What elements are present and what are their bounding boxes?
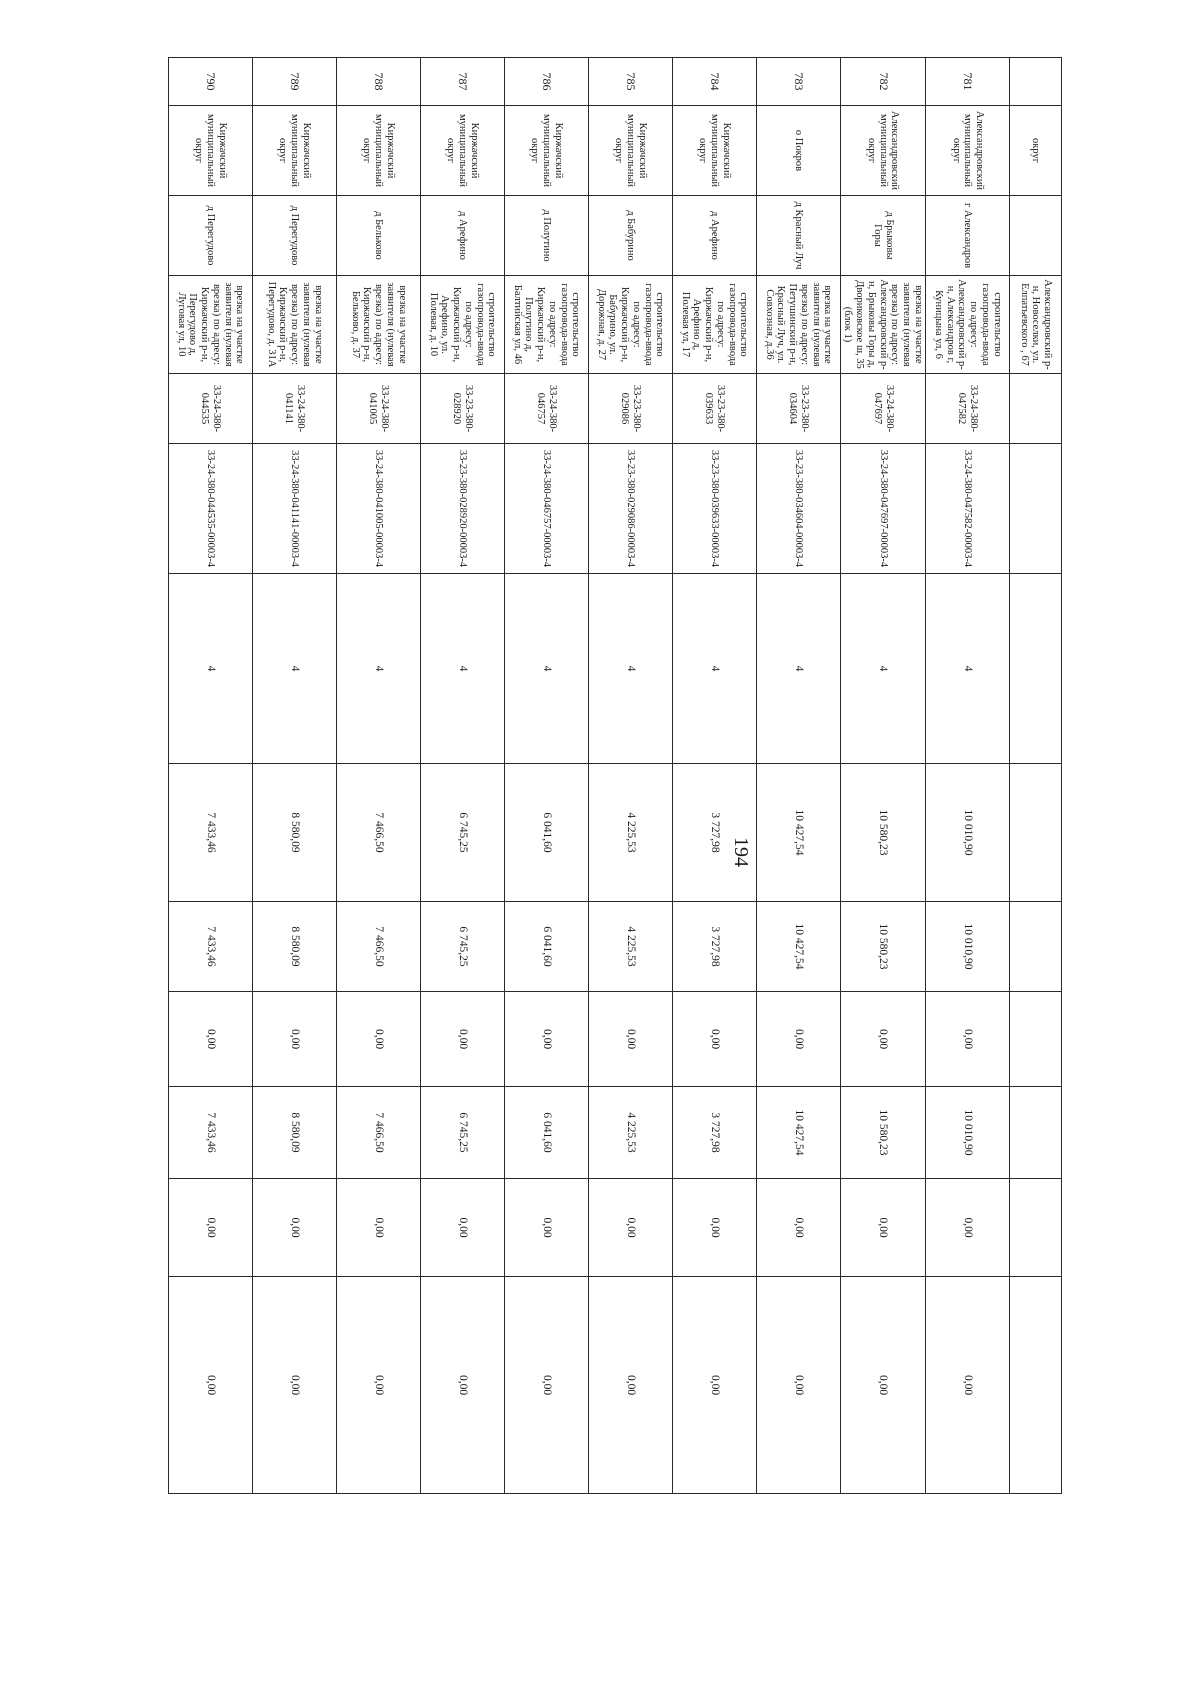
description-cell: строительство газопровода-ввода по адресу: Киржачский р-н, Полутино д, Балтийская ул, 46	[504, 276, 588, 374]
value-cell: 0,00	[840, 1179, 925, 1277]
row-number: 784	[672, 58, 756, 106]
row-number: 790	[168, 58, 252, 106]
object-code-cell: 33-23-380-029086-00003-4	[588, 444, 672, 574]
description-cell: строительство газопровода-ввода по адресу: Александровский р-н, Александров г, Куницына ул, 6	[926, 276, 1010, 374]
value-cell: 0,00	[252, 992, 336, 1087]
category-cell: 4	[840, 574, 925, 764]
settlement-cell: д Арефино	[420, 196, 504, 276]
settlement-cell: д Бельково	[336, 196, 420, 276]
value-cell: 3 727,98	[672, 764, 756, 902]
value-cell: 0,00	[420, 992, 504, 1087]
cadastral-cell: 33-24-380-041005	[336, 374, 420, 444]
table-row	[672, 58, 756, 1494]
row-number: 782	[840, 58, 925, 106]
value-cell: 4 225,53	[588, 1087, 672, 1179]
value-cell: 4 225,53	[588, 902, 672, 992]
cadastral-cell: 33-24-380-047697	[840, 374, 925, 444]
value-cell: 7 466,50	[336, 1087, 420, 1179]
value-cell: 7 466,50	[336, 764, 420, 902]
value-cell: 0,00	[672, 1179, 756, 1277]
value-cell: 6 745,25	[420, 764, 504, 902]
header-cell	[1010, 58, 1062, 106]
settlement-cell: д Красный Луч	[756, 196, 840, 276]
okrug-cell: Александровский муниципальный округ	[926, 106, 1010, 196]
value-cell: 0,00	[336, 1277, 420, 1494]
table-row	[840, 58, 925, 1494]
table-row	[504, 58, 588, 1494]
row-number: 781	[926, 58, 1010, 106]
description-cell: врезка на участке заявителя (нулевая врезка) по адресу: Киржачский р-н, Бельково, д. 37	[336, 276, 420, 374]
object-code-cell: 33-24-380-041141-00003-4	[252, 444, 336, 574]
value-cell: 0,00	[252, 1277, 336, 1494]
description-cell: врезка на участке заявителя (нулевая врезка) по адресу: Александровский р-н, Брыковы Горы д, Двориковское ш, 35 (блок 1)	[840, 276, 925, 374]
description-cell: строительство газопровода-ввода по адресу: Киржачский р-н, Арефино, ул. Полевая, д. 10	[420, 276, 504, 374]
row-number: 788	[336, 58, 420, 106]
value-cell: 8 580,09	[252, 902, 336, 992]
table-row	[252, 58, 336, 1494]
settlement-cell: д Перегудово	[168, 196, 252, 276]
row-number: 787	[420, 58, 504, 106]
settlement-cell: д Полутино	[504, 196, 588, 276]
value-cell: 6 745,25	[420, 1087, 504, 1179]
row-number: 783	[756, 58, 840, 106]
value-cell: 10 010,90	[926, 1087, 1010, 1179]
description-cell: врезка на участке заявителя (нулевая врезка) по адресу: Киржачский р-н, Перегудово д, Луговая ул, 10	[168, 276, 252, 374]
rotated-table-frame	[170, 57, 1062, 1493]
value-cell: 10 427,54	[756, 1087, 840, 1179]
okrug-cell: о Покров	[756, 106, 840, 196]
value-cell: 6 041,60	[504, 1087, 588, 1179]
value-cell: 0,00	[672, 1277, 756, 1494]
okrug-cell: Киржачский муниципальный округ	[420, 106, 504, 196]
object-code-cell: 33-24-380-041005-00003-4	[336, 444, 420, 574]
row-number: 785	[588, 58, 672, 106]
object-code-cell: 33-24-380-044535-00003-4	[168, 444, 252, 574]
value-cell: 7 433,46	[168, 764, 252, 902]
description-cell: врезка на участке заявителя (нулевая врезка) по адресу: Киржачский р-н, Перегудово, д. 31А	[252, 276, 336, 374]
object-code-cell: 33-24-380-047582-00003-4	[926, 444, 1010, 574]
value-cell: 4 225,53	[588, 764, 672, 902]
category-cell: 4	[168, 574, 252, 764]
cadastral-cell: 33-23-380-029086	[588, 374, 672, 444]
settlement-cell: д Перегудово	[252, 196, 336, 276]
row-number: 786	[504, 58, 588, 106]
cadastral-cell: 33-24-380-044535	[168, 374, 252, 444]
settlement-cell: г Александров	[926, 196, 1010, 276]
value-cell: 0,00	[504, 992, 588, 1087]
header-cell	[1010, 1179, 1062, 1277]
table-row	[926, 58, 1010, 1494]
header-cell	[1010, 1087, 1062, 1179]
settlement-cell: д Брыковы Горы	[840, 196, 925, 276]
value-cell: 10 580,23	[840, 1087, 925, 1179]
header-row	[1010, 58, 1062, 1494]
row-number: 789	[252, 58, 336, 106]
page-number: 194	[730, 837, 753, 867]
category-cell: 4	[756, 574, 840, 764]
description-cell: врезка на участке заявителя (нулевая врезка) по адресу: Петушинский р-н, Красный Луч, ул. Совхозная, д.36	[756, 276, 840, 374]
value-cell: 0,00	[756, 992, 840, 1087]
table-row	[336, 58, 420, 1494]
value-cell: 6 041,60	[504, 764, 588, 902]
value-cell: 0,00	[168, 1277, 252, 1494]
cadastral-cell: 33-24-380-046757	[504, 374, 588, 444]
okrug-cell: Киржачский муниципальный округ	[504, 106, 588, 196]
header-cell	[1010, 196, 1062, 276]
value-cell: 10 427,54	[756, 902, 840, 992]
value-cell: 0,00	[168, 992, 252, 1087]
settlement-cell: д Бабурино	[588, 196, 672, 276]
value-cell: 3 727,98	[672, 902, 756, 992]
value-cell: 0,00	[926, 992, 1010, 1087]
value-cell: 0,00	[504, 1277, 588, 1494]
object-code-cell: 33-24-380-046757-00003-4	[504, 444, 588, 574]
description-cell: строительство газопровода-ввода по адресу: Киржачский р-н, Бабурино, ул. Дорожная, д. 27	[588, 276, 672, 374]
value-cell: 10 427,54	[756, 764, 840, 902]
okrug-cell: Киржачский муниципальный округ	[336, 106, 420, 196]
value-cell: 0,00	[168, 1179, 252, 1277]
value-cell: 0,00	[756, 1179, 840, 1277]
object-code-cell: 33-24-380-047697-00003-4	[840, 444, 925, 574]
value-cell: 10 010,90	[926, 764, 1010, 902]
data-table	[168, 57, 1062, 1494]
value-cell: 0,00	[336, 992, 420, 1087]
value-cell: 8 580,09	[252, 1087, 336, 1179]
category-cell: 4	[252, 574, 336, 764]
header-cell	[1010, 574, 1062, 764]
header-cell	[1010, 992, 1062, 1087]
settlement-cell: д Арефино	[672, 196, 756, 276]
value-cell: 6 041,60	[504, 902, 588, 992]
okrug-cell: Киржачский муниципальный округ	[168, 106, 252, 196]
object-code-cell: 33-23-380-034604-00003-4	[756, 444, 840, 574]
value-cell: 0,00	[840, 1277, 925, 1494]
header-cell	[1010, 444, 1062, 574]
category-cell: 4	[504, 574, 588, 764]
value-cell: 0,00	[926, 1277, 1010, 1494]
cadastral-cell: 33-23-380-039633	[672, 374, 756, 444]
value-cell: 0,00	[588, 1179, 672, 1277]
value-cell: 0,00	[588, 1277, 672, 1494]
okrug-cell: Киржачский муниципальный округ	[588, 106, 672, 196]
value-cell: 0,00	[672, 992, 756, 1087]
value-cell: 10 580,23	[840, 902, 925, 992]
cadastral-cell: 33-24-380-047582	[926, 374, 1010, 444]
value-cell: 0,00	[420, 1277, 504, 1494]
value-cell: 10 010,90	[926, 902, 1010, 992]
category-cell: 4	[336, 574, 420, 764]
value-cell: 7 433,46	[168, 902, 252, 992]
value-cell: 8 580,09	[252, 764, 336, 902]
table-row	[168, 58, 252, 1494]
cadastral-cell: 33-24-380-041141	[252, 374, 336, 444]
table-row	[756, 58, 840, 1494]
okrug-cell: Киржачский муниципальный округ	[672, 106, 756, 196]
table-body	[168, 58, 1061, 1494]
value-cell: 3 727,98	[672, 1087, 756, 1179]
header-cell	[1010, 1277, 1062, 1494]
category-cell: 4	[420, 574, 504, 764]
okrug-cell: Александровский муниципальный округ	[840, 106, 925, 196]
value-cell: 6 745,25	[420, 902, 504, 992]
value-cell: 0,00	[504, 1179, 588, 1277]
value-cell: 7 433,46	[168, 1087, 252, 1179]
category-cell: 4	[672, 574, 756, 764]
header-cell	[1010, 374, 1062, 444]
value-cell: 10 580,23	[840, 764, 925, 902]
table-row	[420, 58, 504, 1494]
category-cell: 4	[926, 574, 1010, 764]
table-row	[588, 58, 672, 1494]
header-cell	[1010, 902, 1062, 992]
header-cell-address: Александровский р-н, Новоселки, ул. Елпатьевского , 67	[1010, 276, 1062, 374]
header-cell-okrug: округ	[1010, 106, 1062, 196]
header-cell	[1010, 764, 1062, 902]
value-cell: 0,00	[926, 1179, 1010, 1277]
value-cell: 0,00	[252, 1179, 336, 1277]
value-cell: 7 466,50	[336, 902, 420, 992]
okrug-cell: Киржачский муниципальный округ	[252, 106, 336, 196]
value-cell: 0,00	[756, 1277, 840, 1494]
object-code-cell: 33-23-380-028920-00003-4	[420, 444, 504, 574]
value-cell: 0,00	[588, 992, 672, 1087]
cadastral-cell: 33-23-380-034604	[756, 374, 840, 444]
value-cell: 0,00	[840, 992, 925, 1087]
cadastral-cell: 33-23-380-028920	[420, 374, 504, 444]
value-cell: 0,00	[420, 1179, 504, 1277]
description-cell: строительство газопровода-ввода по адресу: Киржачский р-н, Арефино д, Полевая ул, 17	[672, 276, 756, 374]
object-code-cell: 33-23-380-039633-00003-4	[672, 444, 756, 574]
category-cell: 4	[588, 574, 672, 764]
value-cell: 0,00	[336, 1179, 420, 1277]
